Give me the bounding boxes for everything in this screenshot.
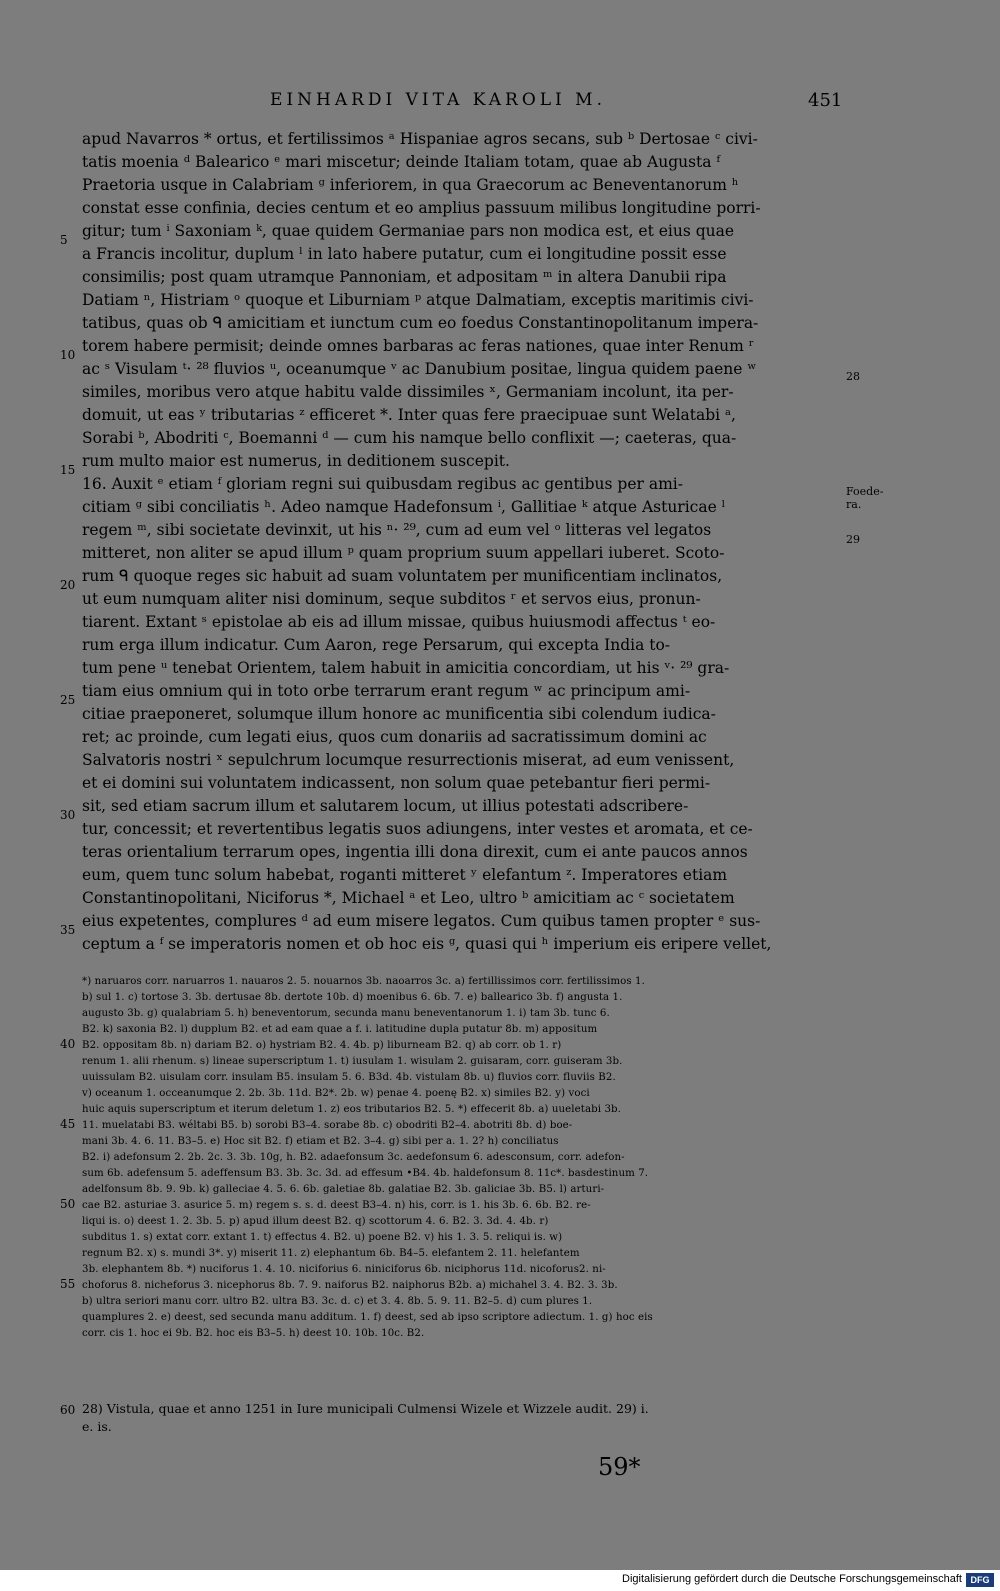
line-number: 15 <box>60 463 76 477</box>
running-header <box>0 90 1000 118</box>
footnote-line: huic aquis superscriptum et iterum deletum 1. z) eos tributarios B2. 5. *) effecerit 8b. a) uueletabi 3b. <box>82 1104 622 1115</box>
text-line: regem ᵐ, sibi societate devinxit, ut his ⁿ· ²⁹, cum ad eum vel ᵒ litteras vel legatos <box>82 521 712 539</box>
text-line: citiae praeponeret, solumque illum honore ac munificentia sibi colendum iudica- <box>82 705 716 723</box>
footnote-line-number: 45 <box>60 1117 76 1131</box>
line-number: 25 <box>60 693 76 707</box>
text-line: apud Navarros * ortus, et fertilissimos ᵃ Hispaniae agros secans, sub ᵇ Dertosae ᶜ civi- <box>82 130 758 148</box>
margin-note-29: 29 <box>846 533 860 546</box>
text-line: eum, quem tunc solum habebat, roganti mitteret ʸ elefantum ᶻ. Imperatores etiam <box>82 866 728 884</box>
footnote-line: b) ultra seriori manu corr. ultro B2. ultra B3. 3c. d. c) et 3. 4. 8b. 5. 9. 11. B2–5. d) cum plures 1. <box>82 1296 593 1307</box>
footnote-line: choforus 8. nicheforus 3. nicephorus 8b. 7. 9. naiforus B2. naiphorus B2b. a) michahel 3. 4. B2. 3. 3b. <box>82 1280 618 1291</box>
page-number: 451 <box>808 90 843 111</box>
line-number: 35 <box>60 923 76 937</box>
footnote-line: b) sul 1. c) tortose 3. 3b. dertusae 8b. dertote 10b. d) moenibus 6. 6b. 7. e) ballearico 3b. f) angusta 1. <box>82 992 623 1003</box>
footnote-line: mani 3b. 4. 6. 11. B3–5. e) Hoc sit B2. f) etiam et B2. 3–4. g) sibi per a. 1. 2? h) conciliatus <box>82 1136 559 1147</box>
text-line: et ei domini sui voluntatem indicassent, non solum quae petebantur fieri permi- <box>82 774 711 792</box>
text-line: domuit, ut eas ʸ tributarias ᶻ efficeret *. Inter quas fere praecipuae sunt Welatabi ᵃ, <box>82 406 736 424</box>
footnote-line: v) oceanum 1. occeanumque 2. 2b. 3b. 11d. B2*. 2b. w) penae 4. poenę B2. x) similes B2. y) voci <box>82 1088 590 1099</box>
line-number: 10 <box>60 348 76 362</box>
funding-notice: Digitalisierung gefördert durch die Deutsche Forschungsgemeinschaft <box>622 1573 962 1585</box>
text-line: mitteret, non aliter se apud illum ᵖ quam proprium suum appellari iuberet. Scoto- <box>82 544 725 562</box>
footnote-line: liqui is. o) deest 1. 2. 3b. 5. p) apud illum deest B2. q) scottorum 4. 6. B2. 3. 3d. 4. 4b. r) <box>82 1216 549 1227</box>
footnote-line: uuissulam B2. uisulam corr. insulam B5. insulam 5. 6. B3d. 4b. vistulam 8b. u) fluvios corr. fluviis B2. <box>82 1072 616 1083</box>
footnote-line: B2. oppositam 8b. n) dariam B2. o) hystriam B2. 4. 4b. p) liburneam B2. q) ab corr. ob 1. r) <box>82 1040 562 1051</box>
text-line: 16. Auxit ᵉ etiam ᶠ gloriam regni sui quibusdam regibus ac gentibus per ami- <box>82 475 683 493</box>
text-line: Datiam ⁿ, Histriam ᵒ quoque et Liburniam ᵖ atque Dalmatiam, exceptis maritimis civi- <box>82 291 754 309</box>
line-number: 20 <box>60 578 76 592</box>
footnote-line: corr. cis 1. hoc ei 9b. B2. hoc eis B3–5. h) deest 10. 10b. 10c. B2. <box>82 1328 425 1339</box>
text-line: Sorabi ᵇ, Abodriti ᶜ, Boemanni ᵈ — cum his namque bello conflixit —; caeteras, qua- <box>82 429 737 447</box>
margin-note-foedera: Foede- ra. <box>846 485 884 511</box>
text-line: tatis moenia ᵈ Balearico ᵉ mari miscetur; deinde Italiam totam, quae ab Augusta ᶠ <box>82 153 720 171</box>
text-line: Salvatoris nostri ˣ sepulchrum locumque resurrectionis miserat, ad eum venissent, <box>82 751 735 769</box>
footnote-line-number: 55 <box>60 1277 76 1291</box>
text-line: ceptum a ᶠ se imperatoris nomen et ob hoc eis ᵍ, quasi qui ʰ imperium eis eripere vellet, <box>82 935 772 953</box>
text-line: citiam ᵍ sibi conciliatis ʰ. Adeo namque Hadefonsum ⁱ, Gallitiae ᵏ atque Asturicae ˡ <box>82 498 726 516</box>
footnote-line: quamplures 2. e) deest, sed secunda manu additum. 1. f) deest, sed ab ipso scriptore adiectum. 1. g) hoc eis <box>82 1312 653 1323</box>
text-line: tur, concessit; et revertentibus legatis suos adiungens, inter vestes et aromata, et ce- <box>82 820 753 838</box>
footnote-line: B2. i) adefonsum 2. 2b. 2c. 3. 3b. 10g, h. B2. adaefonsum 3c. aedefonsum 6. adesconsum, corr. adefon- <box>82 1152 625 1163</box>
text-line: tatibus, quas ob ᑫ amicitiam et iunctum cum eo foedus Constantinopolitanum impera- <box>82 314 759 332</box>
running-title: EINHARDI VITA KAROLI M. <box>270 90 606 110</box>
footnote-line: 3b. elephantem 8b. *) nuciforus 1. 4. 10. niciforius 6. niniciforus 6b. niciphorus 11d. nicoforus2. ni- <box>82 1264 606 1275</box>
text-line: similes, moribus vero atque habitu valde dissimiles ˣ, Germaniam incolunt, ita per- <box>82 383 734 401</box>
note-line-number: 60 <box>60 1403 76 1417</box>
text-line: teras orientalium terrarum opes, ingentia illi dona direxit, cum ei ante paucos annos <box>82 843 748 861</box>
text-line: a Francis incolitur, duplum ˡ in lato habere putatur, cum ei longitudine possit esse <box>82 245 727 263</box>
line-number: 30 <box>60 808 76 822</box>
explanatory-note: 28) Vistula, quae et anno 1251 in Iure municipali Culmensi Wizele et Wizzele audit. 29) i. <box>82 1401 649 1416</box>
footnote-line: adelfonsum 8b. 9. 9b. k) galleciae 4. 5. 6. 6b. galetiae 8b. galatiae B2. 3b. galiciae 3b. B5. l) arturi- <box>82 1184 605 1195</box>
text-line: ac ˢ Visulam ᵗ· ²⁸ fluvios ᵘ, oceanumque ᵛ ac Danubium positae, lingua quidem paene ʷ <box>82 360 757 378</box>
text-line: eius expetentes, complures ᵈ ad eum misere legatos. Cum quibus tamen propter ᵉ sus- <box>82 912 761 930</box>
footnote-line-number: 40 <box>60 1037 76 1051</box>
text-line: sit, sed etiam sacrum illum et salutarem locum, ut illius potestati adscribere- <box>82 797 689 815</box>
text-line: ret; ac proinde, cum legati eius, quos cum donariis ad sacratissimum domini ac <box>82 728 707 746</box>
footnote-line: regnum B2. x) s. mundi 3*. y) miserit 11. z) elephantum 6b. B4–5. elefantem 2. 11. helefantem <box>82 1248 580 1259</box>
footnote-line: 11. muelatabi B3. wéltabi B5. b) sorobi B3–4. sorabe 8b. c) obodriti B2–4. abotriti 8b. d) boe- <box>82 1120 573 1131</box>
text-line: Constantinopolitani, Niciforus *, Michael ᵃ et Leo, ultro ᵇ amicitiam ac ᶜ societatem <box>82 889 735 907</box>
text-line: ut eum numquam aliter nisi dominum, seque subditos ʳ et servos eius, pronun- <box>82 590 701 608</box>
text-line: tiam eius omnium qui in toto orbe terrarum erant regum ʷ ac principum ami- <box>82 682 691 700</box>
explanatory-note: e. is. <box>82 1419 112 1434</box>
footnote-line: subditus 1. s) extat corr. extant 1. t) effectus 4. B2. u) poene B2. v) his 1. 3. 5. reliqui is. w) <box>82 1232 563 1243</box>
margin-note-28: 28 <box>846 370 860 383</box>
signature-mark: 59* <box>598 1453 641 1481</box>
text-line: tum pene ᵘ tenebat Orientem, talem habuit in amicitia concordiam, ut his ᵛ· ²⁹ gra- <box>82 659 730 677</box>
digitization-footer <box>0 1570 1000 1591</box>
footnote-line: augusto 3b. g) qualabriam 5. h) beneventorum, secunda manu beneventanorum 1. i) tam 3b. tunc 6. <box>82 1008 610 1019</box>
text-line: torem habere permisit; deinde omnes barbaras ac feras nationes, quae inter Renum ʳ <box>82 337 755 355</box>
text-line: consimilis; post quam utramque Pannoniam, et adpositam ᵐ in altera Danubii ripa <box>82 268 727 286</box>
footnote-line: B2. k) saxonia B2. l) dupplum B2. et ad eam quae a f. i. latitudine dupla putatur 8b. m) appositum <box>82 1024 598 1035</box>
text-line: Praetoria usque in Calabriam ᵍ inferiorem, in qua Graecorum ac Beneventanorum ʰ <box>82 176 739 194</box>
dfg-logo: DFG <box>966 1573 994 1587</box>
text-line: gitur; tum ⁱ Saxoniam ᵏ, quae quidem Germaniae pars non modica est, et eius quae <box>82 222 735 240</box>
footnote-line: renum 1. alii rhenum. s) lineae superscriptum 1. t) iusulam 1. wisulam 2. guisaram, corr. guiseram 3b. <box>82 1056 623 1067</box>
footnote-line: cae B2. asturiae 3. asurice 5. m) regem s. s. d. deest B3–4. n) his, corr. is 1. his 3b. 6. 6b. B2. re- <box>82 1200 591 1211</box>
line-number: 5 <box>60 233 68 247</box>
text-line: rum multo maior est numerus, in deditionem suscepit. <box>82 452 510 470</box>
footnote-line-number: 50 <box>60 1197 76 1211</box>
text-line: rum ᑫ quoque reges sic habuit ad suam voluntatem per munificentiam inclinatos, <box>82 567 723 585</box>
text-line: rum erga illum indicatur. Cum Aaron, rege Persarum, qui excepta India to- <box>82 636 671 654</box>
footnote-line: sum 6b. adefensum 5. adeffensum B3. 3b. 3c. 3d. ad effesum •B4. 4b. haldefonsum 8. 11c*. basdestinum 7. <box>82 1168 649 1179</box>
text-line: constat esse confinia, decies centum et eo amplius passuum milibus longitudine porri- <box>82 199 761 217</box>
footnote-line: *) naruaros corr. naruarros 1. nauaros 2. 5. nouarnos 3b. naoarros 3c. a) fertillissimos corr. fertilissimos 1. <box>82 976 645 987</box>
text-line: tiarent. Extant ˢ epistolae ab eis ad illum missae, quibus huiusmodi affectus ᵗ eo- <box>82 613 716 631</box>
